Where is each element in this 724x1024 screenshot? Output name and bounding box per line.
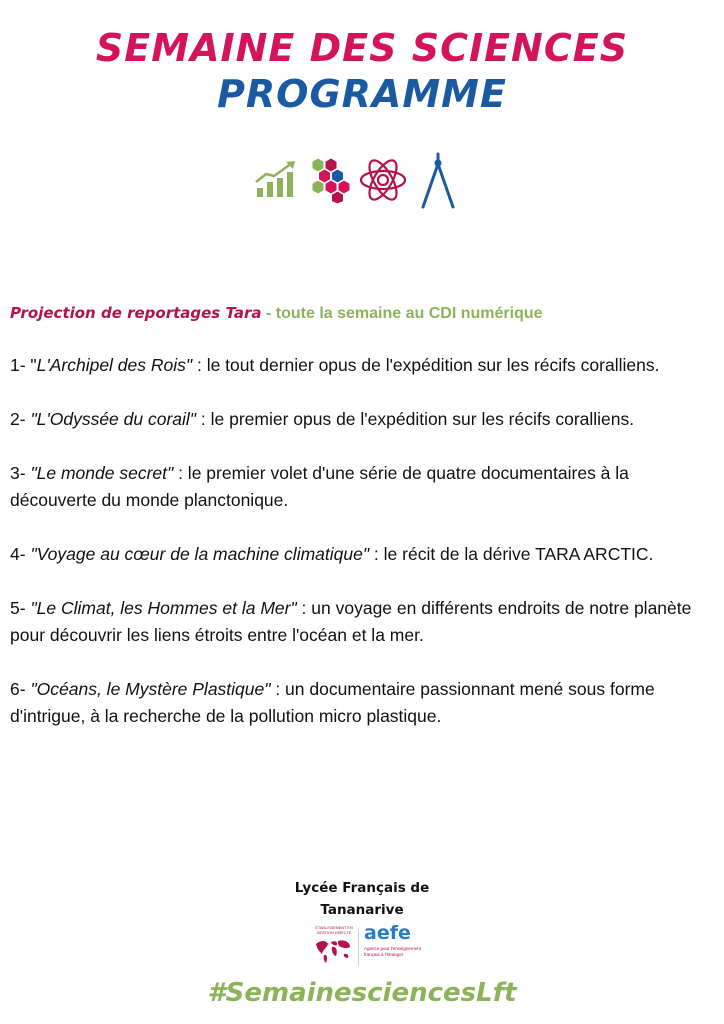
section-heading	[10, 304, 710, 323]
atom-icon	[358, 154, 408, 206]
compass-drafting-icon	[418, 152, 458, 210]
list-item: 4- "Voyage au cœur de la machine climatique" : le récit de la dérive TARA ARCTIC.	[10, 544, 654, 564]
growth-chart-icon	[254, 160, 298, 200]
title-line-1: SEMAINE DES SCIENCES	[95, 26, 629, 70]
school-line-2: Tananarive	[320, 902, 404, 918]
title-line-2: PROGRAMME	[217, 72, 507, 116]
egd-label: ÉTABLISSEMENT EN GESTION DIRECTE	[315, 926, 353, 935]
hashtag: #SemainesciencesLft	[207, 978, 517, 1008]
section-highlight: Projection de reportages Tara	[10, 304, 262, 322]
aefe-tagline: Agence pour l'enseignement français à l'étranger	[364, 946, 421, 957]
school-name	[0, 877, 724, 921]
molecule-hexagons-icon	[308, 156, 352, 204]
list-item: 5- "Le Climat, les Hommes et la Mer" : un voyage en différents endroits de notre planète pour découvrir les liens étroits entre l'océan et la mer.	[10, 598, 692, 645]
egd-logo	[312, 924, 354, 968]
logo-divider	[358, 928, 359, 966]
list-item: 6- "Océans, le Mystère Plastique" : un documentaire passionnant mené sous forme d'intrigue, à la recherche de la pollution micro plastique.	[10, 679, 655, 726]
list-item: 1- "L'Archipel des Rois" : le tout dernier opus de l'expédition sur les récifs coralliens.	[10, 355, 660, 375]
icon-row	[254, 152, 464, 210]
school-line-1: Lycée Français de	[294, 880, 430, 896]
documentary-list	[10, 352, 714, 757]
list-item: 2- "L'Odyssée du corail" : le premier opus de l'expédition sur les récifs coralliens.	[10, 409, 635, 429]
list-item: 3- "Le monde secret" : le premier volet d'une série de quatre documentaires à la découverte du monde planctonique.	[10, 463, 629, 510]
world-map-icon	[314, 938, 352, 964]
aefe-logo-block	[312, 924, 422, 970]
section-subtitle: - toute la semaine au CDI numérique	[261, 305, 543, 322]
aefe-wordmark: aefe	[364, 922, 411, 944]
